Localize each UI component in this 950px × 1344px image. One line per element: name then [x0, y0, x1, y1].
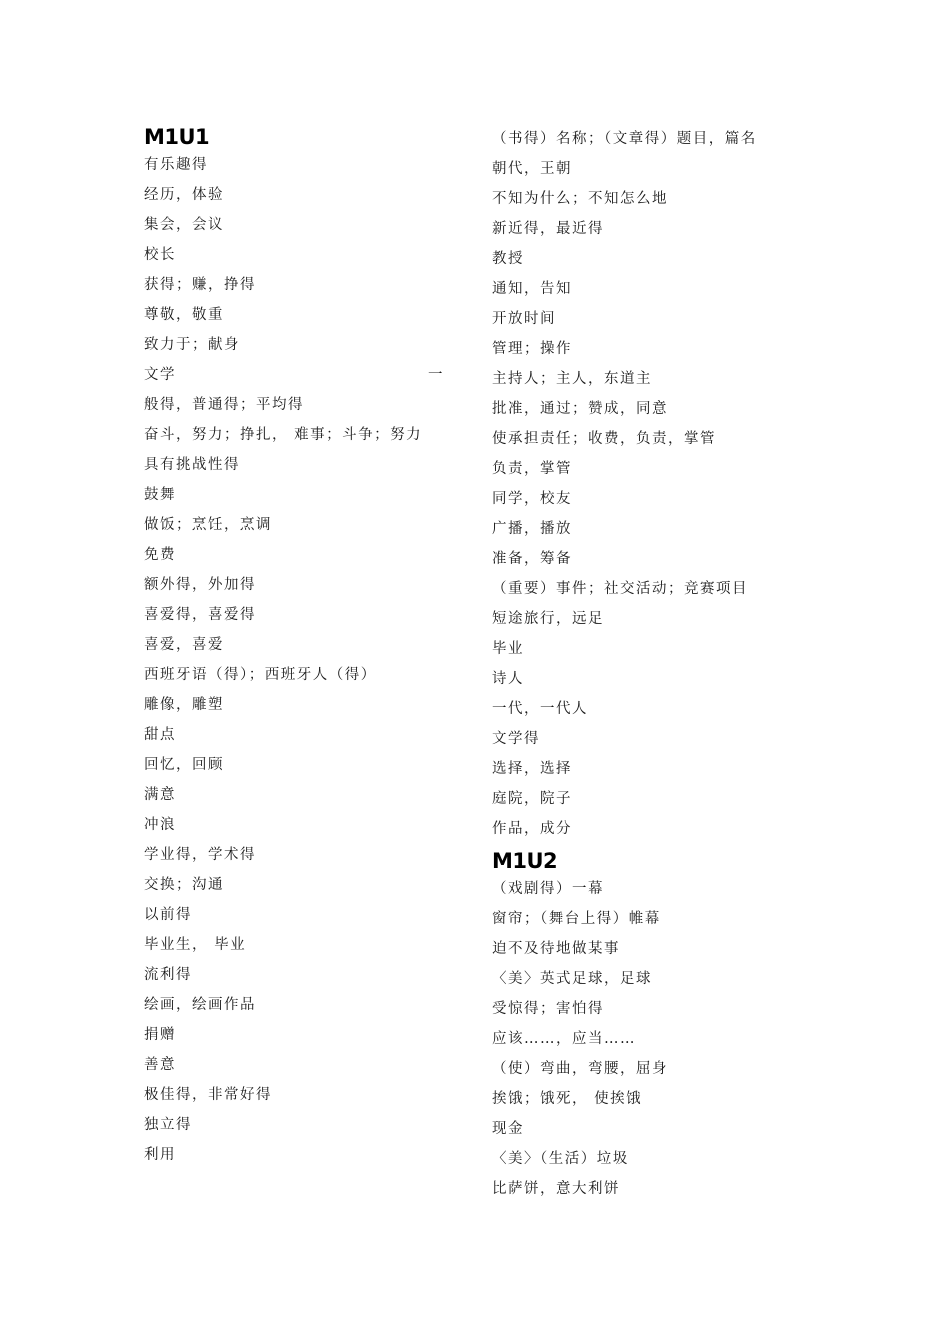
vocab-entry: 选择，选择	[492, 761, 572, 777]
left-column	[144, 124, 444, 1170]
unit-heading-m1u2: M1U2	[492, 849, 558, 873]
vocab-entry: 开放时间	[492, 311, 556, 327]
vocab-entry: 奋斗，努力；挣扎， 难事；斗争；努力	[144, 427, 423, 443]
vocab-entry: 额外得，外加得	[144, 577, 256, 593]
vocab-entry: 诗人	[492, 671, 524, 687]
vocab-entry: 尊敬，敬重	[144, 307, 224, 323]
right-column	[492, 124, 792, 1204]
vocab-entry: 学业得，学术得	[144, 847, 256, 863]
vocab-entry: 准备，筹备	[492, 551, 572, 567]
vocab-entry: 经历，体验	[144, 187, 224, 203]
unit-heading-m1u1: M1U1	[144, 125, 210, 149]
vocab-entry: 一代，一代人	[492, 701, 588, 717]
vocab-entry: 教授	[492, 251, 524, 267]
vocab-entry: 新近得，最近得	[492, 221, 604, 237]
vocab-entry: 善意	[144, 1057, 176, 1073]
vocab-entry: 流利得	[144, 967, 192, 983]
vocab-entry: 现金	[492, 1121, 524, 1137]
right-entry-list-m1u2	[492, 874, 792, 1204]
vocab-entry: 做饭；烹饪，烹调	[144, 517, 272, 533]
vocab-entry: 利用	[144, 1147, 176, 1163]
vocab-entry: 广播，播放	[492, 521, 572, 537]
vocab-entry: 有乐趣得	[144, 157, 208, 173]
vocab-entry: 集会，会议	[144, 217, 224, 233]
vocab-entry: 挨饿；饿死， 使挨饿	[492, 1091, 643, 1107]
vocab-entry: 喜爱得，喜爱得	[144, 607, 256, 623]
line-break-char: 一	[428, 367, 444, 383]
vocab-entry: 批准，通过；赞成，同意	[492, 401, 668, 417]
vocab-entry: （书得）名称；（文章得）题目，篇名	[492, 131, 757, 147]
vocab-entry: 鼓舞	[144, 487, 176, 503]
vocab-entry: 喜爱，喜爱	[144, 637, 224, 653]
vocab-entry: 同学，校友	[492, 491, 572, 507]
vocab-entry: 校长	[144, 247, 176, 263]
vocab-entry: 免费	[144, 547, 176, 563]
vocab-entry: 文学得	[492, 731, 540, 747]
vocab-entry: 负责，掌管	[492, 461, 572, 477]
vocab-entry: 雕像，雕塑	[144, 697, 224, 713]
vocab-entry: 捐赠	[144, 1027, 176, 1043]
vocab-entry: 主持人；主人，东道主	[492, 371, 652, 387]
vocab-entry: 致力于；献身	[144, 337, 240, 353]
vocab-entry: 受惊得；害怕得	[492, 1001, 604, 1017]
vocab-entry: 短途旅行，远足	[492, 611, 604, 627]
left-entry-list	[144, 150, 444, 1170]
vocab-entry: 比萨饼，意大利饼	[492, 1181, 620, 1197]
vocab-entry: 具有挑战性得	[144, 457, 240, 473]
vocab-entry: 冲浪	[144, 817, 176, 833]
vocab-entry: 回忆，回顾	[144, 757, 224, 773]
vocab-entry: 交换；沟通	[144, 877, 224, 893]
vocab-entry: 西班牙语（得）；西班牙人（得）	[144, 667, 377, 683]
vocab-entry: 窗帘；（舞台上得）帷幕	[492, 911, 661, 927]
vocab-entry: 甜点	[144, 727, 176, 743]
vocab-entry: 不知为什么；不知怎么地	[492, 191, 668, 207]
vocab-entry: 迫不及待地做某事	[492, 941, 620, 957]
vocab-entry: 〈美〉英式足球，足球	[492, 971, 652, 987]
vocab-entry: 满意	[144, 787, 176, 803]
vocab-entry: 〈美〉（生活）垃圾	[492, 1151, 629, 1167]
vocab-entry: （使）弯曲，弯腰，屈身	[492, 1061, 668, 1077]
vocab-entry: 庭院，院子	[492, 791, 572, 807]
vocab-entry: 毕业生， 毕业	[144, 937, 247, 953]
right-entry-list-m1u1	[492, 124, 792, 844]
vocab-entry: 使承担责任；收费，负责，掌管	[492, 431, 716, 447]
vocab-entry: 绘画，绘画作品	[144, 997, 256, 1013]
vocab-entry: 文学 一	[144, 360, 444, 390]
vocab-entry: 获得；赚，挣得	[144, 277, 256, 293]
vocab-entry: （戏剧得）一幕	[492, 881, 604, 897]
vocab-entry: （重要）事件；社交活动；竞赛项目	[492, 581, 748, 597]
vocab-entry: 作品，成分	[492, 821, 572, 837]
vocab-entry: 般得，普通得；平均得	[144, 397, 304, 413]
vocab-entry: 极佳得，非常好得	[144, 1087, 272, 1103]
vocab-entry: 通知，告知	[492, 281, 572, 297]
vocab-entry: 以前得	[144, 907, 192, 923]
vocab-entry: 毕业	[492, 641, 524, 657]
vocab-entry: 朝代，王朝	[492, 161, 572, 177]
vocab-entry: 应该……，应当……	[492, 1031, 636, 1047]
vocab-entry: 独立得	[144, 1117, 192, 1133]
vocab-entry: 管理；操作	[492, 341, 572, 357]
